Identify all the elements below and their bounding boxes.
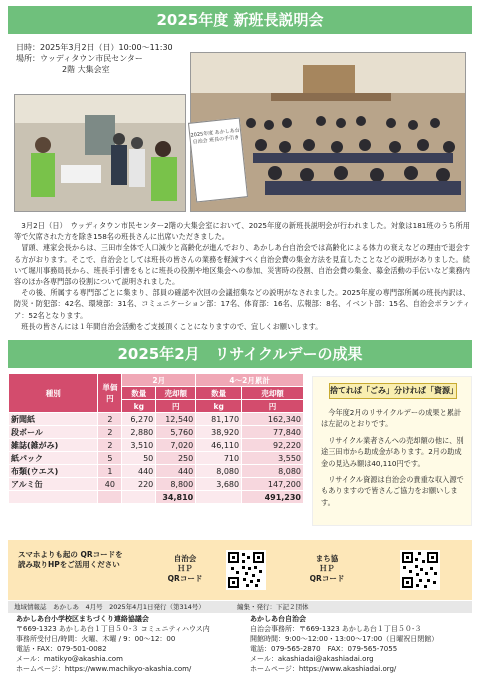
qr-caption-line: ＨＰ — [177, 564, 193, 573]
event-date: 日時：2025年3月2日（日）10:00～11:30 — [16, 43, 173, 52]
issue-bar — [8, 601, 472, 613]
row-qty: 6,270 — [122, 413, 156, 426]
photo-reception — [14, 94, 186, 212]
contact-address: 〒669-1323 あかしあ台１丁目５０-３ コミュニティハウス内 — [16, 625, 210, 633]
qr-instructions — [18, 550, 144, 570]
row-item: 紙パック — [9, 452, 98, 465]
row-sales: 8,800 — [156, 478, 196, 491]
total-cum-sales: 491,230 — [242, 491, 304, 504]
row-sales: 7,020 — [156, 439, 196, 452]
total-sales: 34,810 — [156, 491, 196, 504]
header-cum-qty: 数量 — [196, 387, 242, 400]
total-blank — [122, 491, 156, 504]
row-cum-qty: 3,680 — [196, 478, 242, 491]
note-paragraph: リサイクル業者さんへの売却額の他に、別途三田市から助成金があります。2月の助成金の見込み額は40,110円です。 — [321, 435, 464, 468]
row-unit: 2 — [98, 413, 122, 426]
row-qty: 50 — [122, 452, 156, 465]
total-blank — [98, 491, 122, 504]
briefing-article — [14, 220, 470, 332]
row-item: 雑誌(雑がみ) — [9, 439, 98, 452]
row-sales: 250 — [156, 452, 196, 465]
row-cum-sales: 77,840 — [242, 426, 304, 439]
qr-caption-line: QRコード — [167, 574, 203, 583]
table-row — [9, 478, 304, 491]
row-item: アルミ缶 — [9, 478, 98, 491]
row-cum-sales: 8,080 — [242, 465, 304, 478]
row-cum-qty: 8,080 — [196, 465, 242, 478]
contact-phone: 電話：079-565-2870 FAX：079-565-7055 — [250, 645, 398, 653]
row-cum-sales: 162,340 — [242, 413, 304, 426]
publisher-info: 編集・発行：下記２団体 — [236, 603, 309, 611]
row-qty: 220 — [122, 478, 156, 491]
header-cumulative: 4～2月累計 — [196, 374, 304, 387]
qr-instructions-line: 読み取りHPをご活用ください — [18, 560, 120, 569]
header-february: 2月 — [122, 374, 196, 387]
row-qty: 2,880 — [122, 426, 156, 439]
table-total-row — [9, 491, 304, 504]
qr-instructions-line: スマホよりも起の QRコードを — [18, 550, 123, 559]
header-unit-yen: 円 — [242, 400, 304, 413]
header-sales: 売却額 — [156, 387, 196, 400]
row-item: 段ボール — [9, 426, 98, 439]
contact-hours: 事務所受付日/時間：火曜、木曜 / 9：00～12：00 — [16, 635, 176, 643]
header-type: 種別 — [9, 374, 98, 413]
contact-hours: 開館時間：9:00～12:00・13:00～17:00（日曜祝日閉館） — [250, 635, 439, 643]
qr-caption-line: まち協 — [315, 554, 339, 563]
row-qty: 3,510 — [122, 439, 156, 452]
row-qty: 440 — [122, 465, 156, 478]
contact-email: メール：matikyo@akashia.com — [16, 655, 123, 663]
total-blank — [196, 491, 242, 504]
jichikai-qr-code[interactable] — [226, 550, 266, 590]
contact-website: ホームページ：https://www.machikyo-akashia.com/ — [16, 665, 192, 673]
total-blank — [9, 491, 98, 504]
header-unit-price: 単価円 — [98, 374, 122, 413]
header-unit-yen: 円 — [156, 400, 196, 413]
jichikai-contact — [250, 614, 480, 674]
row-unit: 2 — [98, 439, 122, 452]
article-paragraph: 3月2日（日） ウッディタウン市民センター2階の大集会室において、2025年度の新班長説明会が行われました。対象は181班のうち所用等で欠席された方を除き158名の班長さんに出席いただきました。 — [14, 221, 470, 242]
contact-address: 自治会事務所：〒669-1323 あかしあ台１丁目５０-３ — [250, 625, 422, 633]
qr-caption-line: 自治会 — [173, 554, 197, 563]
header-unit-kg: kg — [122, 400, 156, 413]
event-info — [16, 42, 173, 75]
machikyo-qr-code[interactable] — [400, 550, 440, 590]
row-cum-qty: 38,920 — [196, 426, 242, 439]
row-unit: 5 — [98, 452, 122, 465]
table-row — [9, 413, 304, 426]
contact-org: あかしあ台小学校区まちづくり連絡協議会 — [16, 615, 149, 623]
row-cum-sales: 3,550 — [242, 452, 304, 465]
row-cum-qty: 81,170 — [196, 413, 242, 426]
recycle-note-body — [321, 407, 467, 513]
row-sales: 440 — [156, 465, 196, 478]
table-row — [9, 426, 304, 439]
machikyo-contact — [16, 614, 248, 674]
row-cum-sales: 92,220 — [242, 439, 304, 452]
qr-caption-line: QRコード — [309, 574, 345, 583]
row-unit: 2 — [98, 426, 122, 439]
table-row — [9, 465, 304, 478]
article-paragraph: 班長の皆さんには１年間自治会活動をご支援頂くことになりますので、宜しくお願いします。 — [21, 321, 323, 331]
header-unit-kg: kg — [196, 400, 242, 413]
row-item: 布類(ウエス) — [9, 465, 98, 478]
header-qty: 数量 — [122, 387, 156, 400]
recycle-slogan: 捨てれば「ごみ」分ければ「資源」 — [329, 383, 457, 399]
row-cum-qty: 710 — [196, 452, 242, 465]
event-place: 場所：ウッディタウン市民センター — [16, 54, 143, 63]
qr-caption-line: ＨＰ — [319, 564, 335, 573]
event-place-room: 2階 大集会室 — [62, 65, 110, 74]
table-row — [9, 439, 304, 452]
header-cum-sales: 売却額 — [242, 387, 304, 400]
article-paragraph: 冒頭、連家会長からは、三田市全体で人口減少と高齢化が進んでおり、あかしあ台自治会では高齢化による体力の衰えなどの理由で退会する方がおります。そこで、自治会としては班長の皆さんの業務を軽減すべく自治会費の集金方法を見直したことなどの説明がありました。続いて堀川事務局長から、班長手引書をもとに班長の役割や地区集会への参加、災害時の役割、自治会費の集金、募金活動の手伝いなど業務内容のほか各専門部の役割について説明されました。 — [14, 243, 470, 287]
recycle-table — [8, 373, 304, 504]
contact-website: ホームページ：https://www.akashiadai.org/ — [250, 665, 397, 673]
note-paragraph: 今年度2月のリサイクルデーの成果と累計は左記のとおりです。 — [321, 408, 462, 429]
qr-band — [8, 540, 472, 600]
row-item: 新聞紙 — [9, 413, 98, 426]
contact-email: メール：akashiadai@akashiadai.org — [250, 655, 374, 663]
row-cum-qty: 46,110 — [196, 439, 242, 452]
section-title-recycle: 2025年2月 リサイクルデーの成果 — [8, 340, 472, 368]
row-unit: 1 — [98, 465, 122, 478]
article-paragraph: その後、所属する専門部ごとに集まり、部員の確認や次回の会議招集などの説明がなされました。2025年度の専門部所属の班長内訳は、防災・防犯部：42名、環境部：31名、コミュニケーション部：17名、体育部：16名、広報部：8名、イベント部：15名、自治会ボランティア：52名となります。 — [14, 288, 470, 320]
handbook-image — [188, 118, 248, 203]
section-title-briefing: 2025年度 新班長説明会 — [8, 6, 472, 34]
contact-org: あかしあ台自治会 — [250, 615, 306, 623]
qr-caption-jichikai — [160, 554, 210, 584]
recycle-note — [312, 376, 472, 526]
note-paragraph: リサイクル資源は自治会の貴重な収入源でもありますので皆さんご協力をお願いします。 — [321, 475, 464, 507]
row-cum-sales: 147,200 — [242, 478, 304, 491]
row-sales: 12,540 — [156, 413, 196, 426]
handbook-text: 2025年度 あかしあ台自治会 班長の手引き — [190, 127, 241, 146]
issue-info: 地域情報誌 あかしあ 4月号 2025年4月1日発行（第314号） — [14, 603, 205, 611]
qr-caption-machikyo — [302, 554, 352, 584]
row-sales: 5,760 — [156, 426, 196, 439]
table-row — [9, 452, 304, 465]
contact-phone: 電話・FAX：079-501-0082 — [16, 645, 107, 653]
row-unit: 40 — [98, 478, 122, 491]
